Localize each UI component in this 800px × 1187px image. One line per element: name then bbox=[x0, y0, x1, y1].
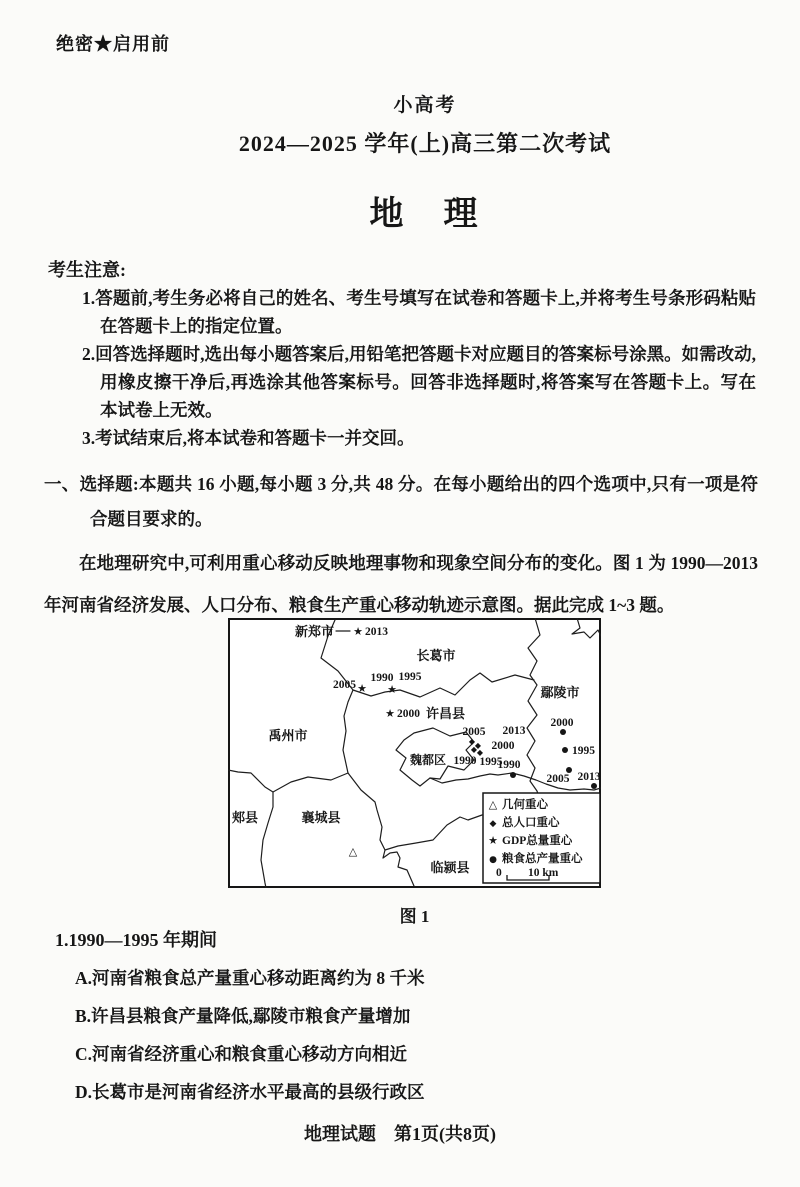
notice-heading: 考生注意: bbox=[48, 260, 126, 280]
legend-triangle-icon: △ bbox=[488, 798, 498, 811]
pop-year-1990: 1990 bbox=[453, 755, 477, 767]
gdp-star-2013-icon: ★ bbox=[353, 625, 363, 638]
legend-geometric-label: 几何重心 bbox=[502, 799, 548, 811]
notice-item-2: 2.回答选择题时,选出每小题答案后,用铅笔把答题卡对应题目的答案标号涂黑。如需改动,用橡皮擦干净后,再选涂其他答案标号。回答非选择题时,将答案写在答题卡上。写在本试卷上无效。 bbox=[82, 344, 756, 420]
grain-dot-1990-icon bbox=[510, 772, 516, 778]
legend-gdp-label: GDP总量重心 bbox=[502, 835, 573, 847]
gdp-star-1990-1995-icon: ★ bbox=[387, 683, 397, 696]
henan-centroid-map bbox=[228, 618, 601, 888]
scale-end-label: 10 km bbox=[528, 867, 559, 879]
grain-year-1995: 1995 bbox=[572, 745, 595, 757]
grain-dot-2013-icon bbox=[591, 783, 597, 789]
label-xuchang: 许昌县 bbox=[426, 706, 466, 721]
scale-start-label: 0 bbox=[496, 867, 502, 879]
grain-year-2005: 2005 bbox=[546, 773, 570, 785]
legend-dot-icon: ● bbox=[489, 855, 497, 865]
grain-year-1990: 1990 bbox=[497, 759, 521, 771]
section-one-header: 一、选择题:本题共 16 小题,每小题 3 分,共 48 分。在每小题给出的四个选项中,只有一项是符合题目要求的。 bbox=[44, 474, 758, 529]
notice-item-1: 1.答题前,考生务必将自己的姓名、考生号填写在试卷和答题卡上,并将考生号条形码粘贴在答题卡上的指定位置。 bbox=[82, 288, 756, 336]
grain-year-2000: 2000 bbox=[550, 717, 574, 729]
legend-population-label: 总人口重心 bbox=[502, 817, 560, 829]
grain-dot-2000-icon bbox=[560, 729, 566, 735]
pop-year-2013: 2013 bbox=[502, 725, 526, 737]
gdp-year-1995: 1995 bbox=[398, 671, 422, 683]
gdp-year-1990: 1990 bbox=[370, 672, 394, 684]
subject-title: 地 理 bbox=[369, 196, 481, 233]
pop-year-2000: 2000 bbox=[491, 740, 515, 752]
secrecy-label: 绝密★启用前 bbox=[56, 34, 170, 54]
geometric-centroid-triangle-icon: △ bbox=[348, 845, 358, 858]
grain-year-2013: 2013 bbox=[577, 771, 601, 783]
label-yanling: 鄢陵市 bbox=[540, 685, 580, 700]
pop-year-2005: 2005 bbox=[462, 726, 486, 738]
question-1-option-d: D.长葛市是河南省经济水平最高的县级行政区 bbox=[75, 1082, 425, 1102]
svg-text:◆: ◆ bbox=[476, 748, 484, 757]
legend-diamond-icon: ◆ bbox=[489, 819, 497, 829]
notice-item-3: 3.考试结束后,将本试卷和答题卡一并交回。 bbox=[82, 428, 415, 448]
candidate-notice bbox=[48, 256, 756, 452]
question-1 bbox=[55, 928, 755, 1104]
label-linying: 临颍县 bbox=[430, 860, 470, 875]
label-changge: 长葛市 bbox=[416, 648, 456, 663]
section-one-intro: 在地理研究中,可利用重心移动反映地理事物和现象空间分布的变化。图 1 为 1990—2013 年河南省经济发展、人口分布、粮食生产重心移动轨迹示意图。据此完成 1~3 题。 bbox=[44, 553, 758, 615]
question-1-option-c: C.河南省经济重心和粮食重心移动方向相近 bbox=[75, 1044, 408, 1064]
svg-text:◆: ◆ bbox=[468, 737, 476, 746]
label-yuzhou: 禹州市 bbox=[268, 728, 308, 743]
title-block bbox=[50, 90, 800, 235]
exam-session-title: 2024—2025 学年(上)高三第二次考试 bbox=[238, 131, 612, 156]
label-jiaxian: 郏县 bbox=[231, 810, 259, 825]
gdp-year-2000: 2000 bbox=[397, 708, 420, 720]
grain-dot-2005-icon bbox=[566, 767, 572, 773]
figure1 bbox=[228, 618, 601, 927]
pop-year-1995: 1995 bbox=[479, 756, 503, 768]
gdp-year-2013: 2013 bbox=[365, 626, 388, 638]
label-xiangcheng: 襄城县 bbox=[301, 810, 341, 825]
gdp-star-2005-icon: ★ bbox=[357, 682, 367, 695]
question-1-option-b: B.许昌县粮食产量降低,鄢陵市粮食产量增加 bbox=[75, 1006, 411, 1026]
legend-grain-label: 粮食总产量重心 bbox=[502, 853, 583, 865]
label-xinzheng: 新郑市 bbox=[294, 624, 334, 639]
figure1-caption: 图 1 bbox=[399, 907, 430, 926]
page-footer: 地理试题 第1页(共8页) bbox=[304, 1124, 496, 1144]
question-1-option-a: A.河南省粮食总产量重心移动距离约为 8 千米 bbox=[75, 968, 425, 988]
legend-star-icon: ★ bbox=[488, 834, 498, 847]
section-one bbox=[44, 467, 758, 626]
map-legend bbox=[483, 793, 600, 883]
gdp-year-2005: 2005 bbox=[333, 679, 356, 691]
label-weidu: 魏都区 bbox=[409, 753, 447, 767]
svg-text:◆: ◆ bbox=[474, 741, 482, 750]
exam-series-title: 小高考 bbox=[393, 95, 457, 116]
gdp-star-2000-icon: ★ bbox=[385, 707, 395, 720]
svg-text:◆: ◆ bbox=[470, 745, 478, 754]
grain-dot-1995-icon bbox=[562, 747, 568, 753]
question-1-stem: 1.1990—1995 年期间 bbox=[55, 930, 217, 950]
